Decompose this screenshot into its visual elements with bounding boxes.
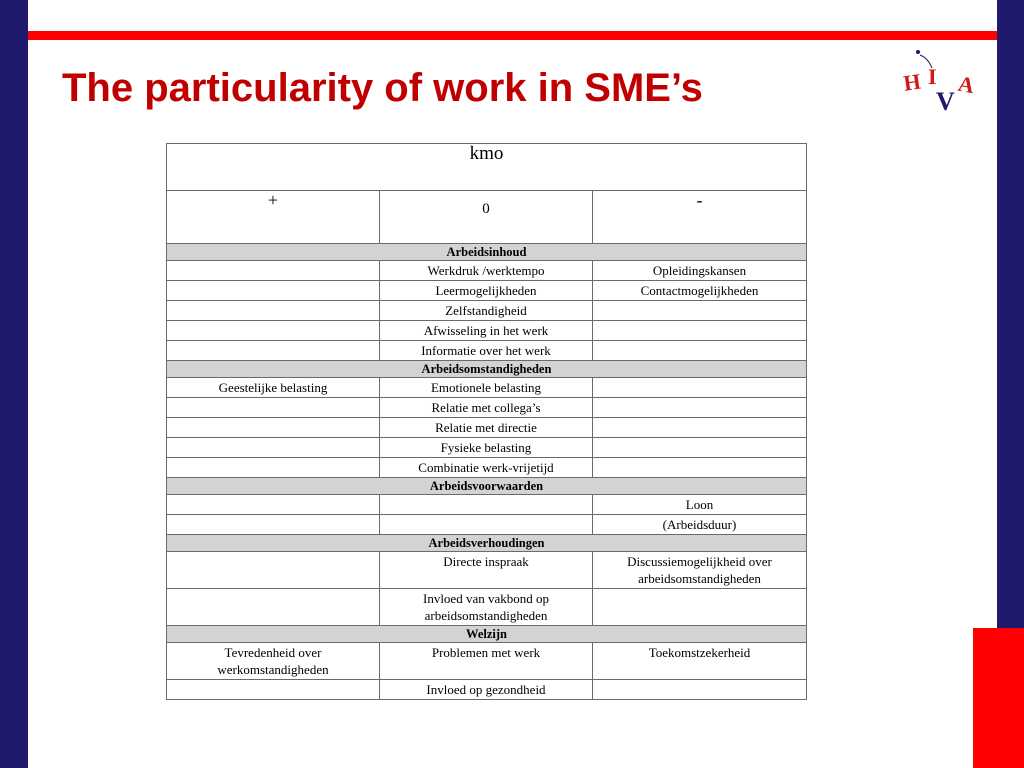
kmo-table bbox=[166, 143, 807, 700]
plus-cell: Tevredenheid over werkomstandigheden bbox=[167, 643, 380, 680]
plus-cell bbox=[167, 281, 380, 301]
plus-cell bbox=[167, 680, 380, 700]
svg-text:H: H bbox=[901, 68, 923, 96]
minus-cell bbox=[593, 418, 807, 438]
section-row bbox=[167, 535, 807, 552]
section-row bbox=[167, 361, 807, 378]
zero-cell: Zelfstandigheid bbox=[380, 301, 593, 321]
table-header-kmo: kmo bbox=[167, 144, 807, 191]
svg-text:A: A bbox=[956, 70, 977, 99]
zero-cell: Afwisseling in het werk bbox=[380, 321, 593, 341]
table-row bbox=[167, 341, 807, 361]
minus-cell bbox=[593, 301, 807, 321]
minus-cell: Opleidingskansen bbox=[593, 261, 807, 281]
table-row bbox=[167, 301, 807, 321]
table-row bbox=[167, 643, 807, 680]
zero-cell: Invloed van vakbond op arbeidsomstandigheden bbox=[380, 589, 593, 626]
table-row bbox=[167, 589, 807, 626]
section-title: Arbeidsvoorwaarden bbox=[167, 478, 807, 495]
plus-cell bbox=[167, 261, 380, 281]
table-row bbox=[167, 515, 807, 535]
minus-cell bbox=[593, 458, 807, 478]
table-row bbox=[167, 321, 807, 341]
section-title: Arbeidsinhoud bbox=[167, 244, 807, 261]
table-row bbox=[167, 418, 807, 438]
plus-cell bbox=[167, 398, 380, 418]
zero-cell: Emotionele belasting bbox=[380, 378, 593, 398]
svg-text:V: V bbox=[936, 87, 955, 112]
table-row bbox=[167, 438, 807, 458]
slide-title: The particularity of work in SME’s bbox=[62, 66, 703, 110]
minus-cell bbox=[593, 321, 807, 341]
minus-cell: Contactmogelijkheden bbox=[593, 281, 807, 301]
plus-cell bbox=[167, 301, 380, 321]
minus-cell bbox=[593, 589, 807, 626]
column-header-zero: 0 bbox=[380, 191, 593, 244]
plus-cell bbox=[167, 458, 380, 478]
table-row bbox=[167, 458, 807, 478]
table-row bbox=[167, 398, 807, 418]
zero-cell: Directe inspraak bbox=[380, 552, 593, 589]
section-row bbox=[167, 478, 807, 495]
zero-cell: Fysieke belasting bbox=[380, 438, 593, 458]
zero-cell: Informatie over het werk bbox=[380, 341, 593, 361]
zero-cell: Werkdruk /werktempo bbox=[380, 261, 593, 281]
zero-cell bbox=[380, 495, 593, 515]
zero-cell: Invloed op gezondheid bbox=[380, 680, 593, 700]
table-row bbox=[167, 281, 807, 301]
zero-cell: Combinatie werk-vrijetijd bbox=[380, 458, 593, 478]
plus-cell bbox=[167, 552, 380, 589]
minus-cell bbox=[593, 378, 807, 398]
plus-cell bbox=[167, 341, 380, 361]
plus-cell bbox=[167, 515, 380, 535]
plus-cell bbox=[167, 321, 380, 341]
section-title: Arbeidsomstandigheden bbox=[167, 361, 807, 378]
section-title: Arbeidsverhoudingen bbox=[167, 535, 807, 552]
plus-cell bbox=[167, 418, 380, 438]
minus-cell: Toekomstzekerheid bbox=[593, 643, 807, 680]
column-header-minus: - bbox=[593, 191, 807, 244]
right-navy-bar bbox=[997, 0, 1024, 628]
minus-cell: (Arbeidsduur) bbox=[593, 515, 807, 535]
svg-text:I: I bbox=[928, 64, 937, 89]
section-title: Welzijn bbox=[167, 626, 807, 643]
table-row bbox=[167, 378, 807, 398]
minus-cell bbox=[593, 438, 807, 458]
minus-cell bbox=[593, 398, 807, 418]
zero-cell: Problemen met werk bbox=[380, 643, 593, 680]
zero-cell bbox=[380, 515, 593, 535]
section-row bbox=[167, 626, 807, 643]
section-row bbox=[167, 244, 807, 261]
plus-cell bbox=[167, 589, 380, 626]
zero-cell: Relatie met collega’s bbox=[380, 398, 593, 418]
column-header-plus: + bbox=[167, 191, 380, 244]
minus-cell bbox=[593, 680, 807, 700]
table-row bbox=[167, 495, 807, 515]
zero-cell: Leermogelijkheden bbox=[380, 281, 593, 301]
right-red-block bbox=[973, 628, 1024, 768]
zero-cell: Relatie met directie bbox=[380, 418, 593, 438]
table-row bbox=[167, 261, 807, 281]
minus-cell: Discussiemogelijkheid over arbeidsomstandigheden bbox=[593, 552, 807, 589]
minus-cell: Loon bbox=[593, 495, 807, 515]
minus-cell bbox=[593, 341, 807, 361]
plus-cell bbox=[167, 495, 380, 515]
top-red-rule bbox=[28, 31, 997, 40]
table-row bbox=[167, 680, 807, 700]
hiva-logo bbox=[900, 46, 990, 112]
plus-cell bbox=[167, 438, 380, 458]
plus-cell: Geestelijke belasting bbox=[167, 378, 380, 398]
table-row bbox=[167, 552, 807, 589]
left-navy-bar bbox=[0, 0, 28, 768]
